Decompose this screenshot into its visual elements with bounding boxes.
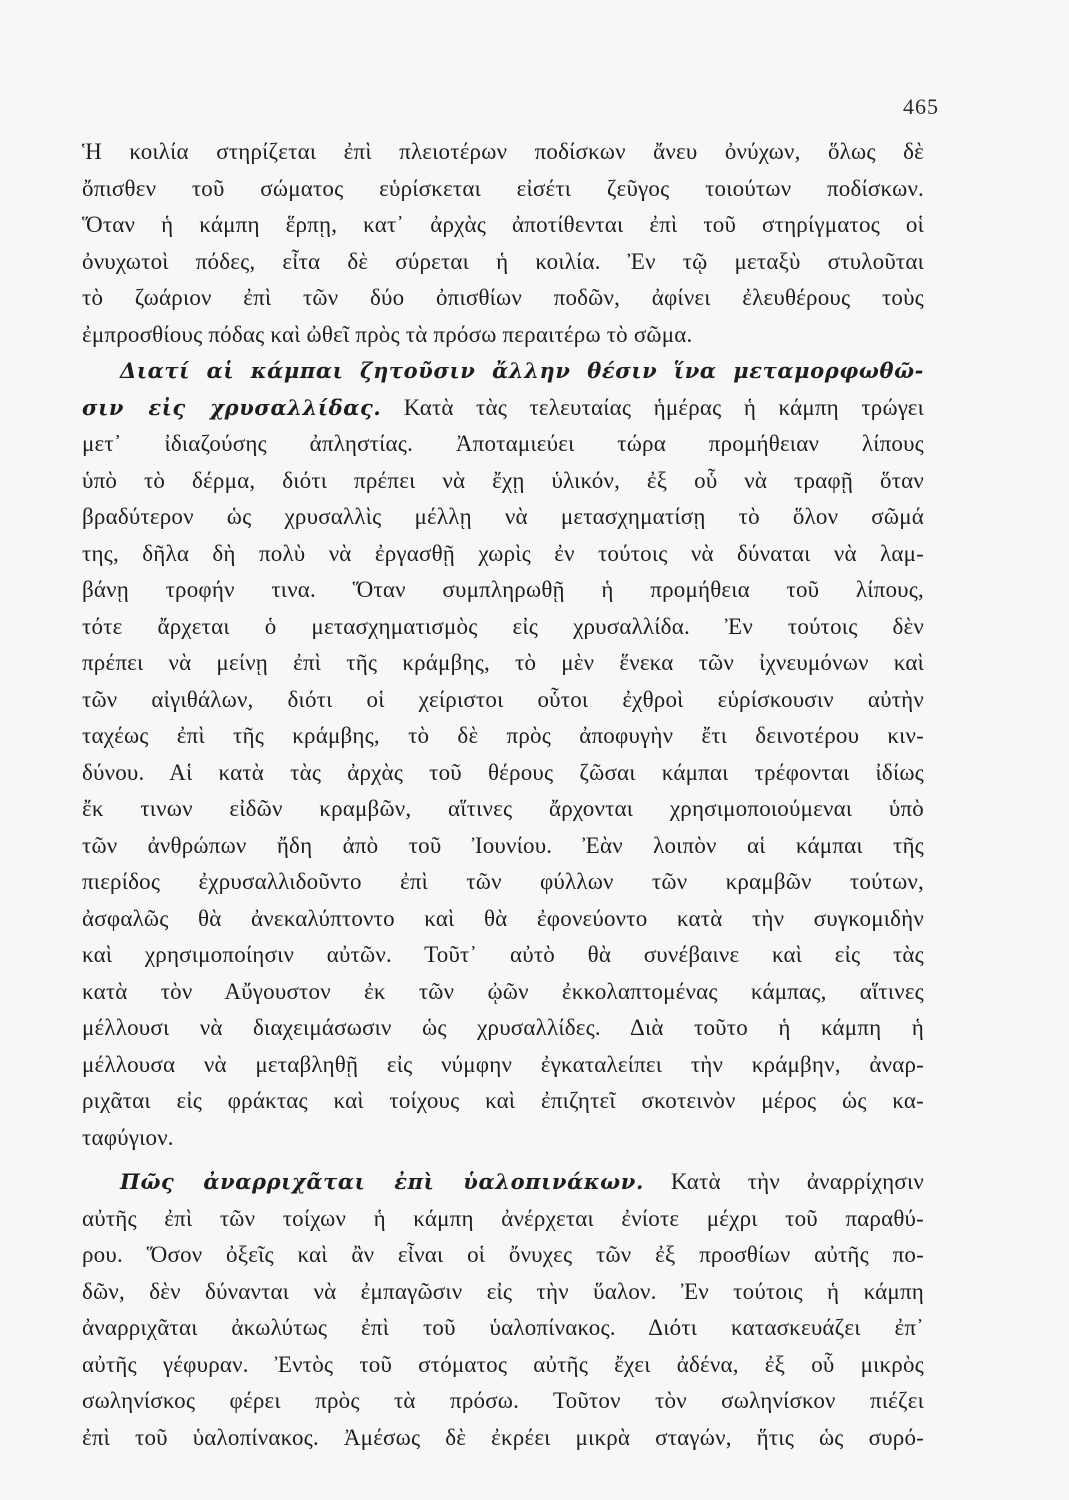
text-line: ὑπὸ τὸ δέρμα, διότι πρέπει νὰ ἔχῃ ὑλικόν, ἐξ οὗ νὰ τραφῇ ὅταν: [82, 467, 924, 493]
text-line: αὐτῆς ἐπὶ τῶν τοίχων ἡ κάμπη ἀνέρχεται ἐνίοτε μέχρι τοῦ παραθύ-: [82, 1205, 924, 1231]
text-line: τῶν ἀνθρώπων ἤδη ἀπὸ τοῦ Ἰουνίου. Ἐὰν λοιπὸν αἱ κάμπαι τῆς: [82, 832, 924, 858]
text-line: Ἡ κοιλία στηρίζεται ἐπὶ πλειοτέρων ποδίσκων ἄνευ ὀνύχων, ὅλως δὲ: [82, 139, 924, 164]
text-line: κατὰ τὸν Αὔγουστον ἐκ τῶν ᾠῶν ἐκκολαπτομένας κάμπας, αἵτινες: [82, 978, 924, 1004]
text-line: [82, 390, 924, 427]
text-line: ρου. Ὅσον ὀξεῖς καὶ ἂν εἶναι οἱ ὄνυχες τῶν ἐξ προσθίων αὐτῆς πο-: [82, 1242, 924, 1267]
text-line: δῶν, δὲν δύνανται νὰ ἐμπαγῶσιν εἰς τὴν ὕαλον. Ἐν τούτοις ἡ κάμπη: [82, 1278, 924, 1304]
text-line: σωληνίσκος φέρει πρὸς τὰ πρόσω. Τοῦτον τὸν σωληνίσκον πιέζει: [82, 1388, 924, 1413]
section-heading: Πῶς ἀναρριχᾶται ἐπὶ ὑαλοπινάκων.: [120, 1169, 644, 1194]
text-line: ταχέως ἐπὶ τῆς κράμβης, τὸ δὲ πρὸς ἀποφυγὴν ἔτι δεινοτέρου κιν-: [82, 723, 924, 748]
text-line: ὀνυχωτοὶ πόδες, εἶτα δὲ σύρεται ἡ κοιλία. Ἐν τῷ μεταξὺ στυλοῦται: [82, 248, 924, 274]
text-line-rest: Κατὰ τὰς τελευταίας ἡμέρας ἡ κάμπη τρώγει: [381, 394, 924, 420]
text-line: αὐτῆς γέφυραν. Ἐντὸς τοῦ στόματος αὐτῆς ἔχει ἀδένα, ἐξ οὗ μικρὸς: [82, 1351, 924, 1377]
page-number: 465: [903, 94, 939, 119]
text-line-rest: Κατὰ τὴν ἀναρρίχησιν: [643, 1169, 924, 1194]
text-line: ἔκ τινων εἰδῶν κραμβῶν, αἵτινες ἄρχονται χρησιμοποιούμεναι ὑπὸ: [82, 796, 924, 821]
section-heading-continued: σιν εἰς χρυσαλλίδας.: [82, 394, 382, 420]
text-line: τῶν αἰγιθάλων, διότι οἱ χείριστοι οὗτοι ἐχθροὶ εὑρίσκουσιν αὐτὴν: [82, 686, 924, 712]
text-line: ἀναρριχᾶται ἀκωλύτως ἐπὶ τοῦ ὑαλοπίνακος. Διότι κατασκευάζει ἐπ᾽: [82, 1315, 924, 1340]
text-line: βραδύτερον ὡς χρυσαλλὶς μέλλῃ νὰ μετασχηματίσῃ τὸ ὅλον σῶμά: [82, 504, 924, 529]
text-line: ἀσφαλῶς θὰ ἀνεκαλύπτοντο καὶ θὰ ἐφονεύοντο κατὰ τὴν συγκομιδὴν: [82, 905, 924, 931]
text-line: Ὅταν ἡ κάμπη ἕρπῃ, κατ᾽ ἀρχὰς ἀποτίθενται ἐπὶ τοῦ στηρίγματος οἱ: [82, 212, 924, 237]
text-line: ἐμπροσθίους πόδας καὶ ὠθεῖ πρὸς τὰ πρόσω περαιτέρω τὸ σῶμα.: [82, 321, 693, 347]
text-line: δύνου. Αἱ κατὰ τὰς ἀρχὰς τοῦ θέρους ζῶσαι κάμπαι τρέφονται ἰδίως: [82, 759, 924, 785]
text-line: ἐπὶ τοῦ ὑαλοπίνακος. Ἀμέσως δὲ ἐκρέει μικρὰ σταγών, ἥτις ὡς συρό-: [82, 1424, 924, 1450]
text-line: μέλλουσι νὰ διαχειμάσωσιν ὡς χρυσαλλίδες. Διὰ τοῦτο ἡ κάμπη ἡ: [82, 1015, 924, 1040]
section-heading: Διατί αἱ κάμπαι ζητοῦσιν ἄλλην θέσιν ἵνα μεταμορφωθῶ-: [120, 358, 924, 383]
paragraph-caterpillar-movement: [82, 134, 924, 353]
text-line: ὄπισθεν τοῦ σώματος εὑρίσκεται εἰσέτι ζεῦγος τοιούτων ποδίσκων.: [82, 175, 924, 201]
text-line: καὶ χρησιμοποίησιν αὐτῶν. Τοῦτ᾽ αὐτὸ θὰ συνέβαινε καὶ εἰς τὰς: [82, 942, 924, 967]
text-line: μέλλουσα νὰ μεταβληθῇ εἰς νύμφην ἐγκαταλείπει τὴν κράμβην, ἀναρ-: [82, 1051, 924, 1077]
text-line: πρέπει νὰ μείνῃ ἐπὶ τῆς κράμβης, τὸ μὲν ἕνεκα τῶν ἰχνευμόνων καὶ: [82, 650, 924, 675]
body-text: [82, 134, 924, 1456]
text-line: [82, 1164, 924, 1201]
paragraph-pupation-location: [82, 353, 924, 1156]
text-line: πιερίδος ἐχρυσαλλιδοῦντο ἐπὶ τῶν φύλλων τῶν κραμβῶν τούτων,: [82, 869, 924, 894]
text-line: τότε ἄρχεται ὁ μετασχηματισμὸς εἰς χρυσαλλίδα. Ἐν τούτοις δὲν: [82, 613, 924, 639]
text-line: ταφύγιον.: [82, 1124, 174, 1150]
text-line: τὸ ζωάριον ἐπὶ τῶν δύο ὀπισθίων ποδῶν, ἀφίνει ἐλευθέρους τοὺς: [82, 285, 924, 310]
paragraph-climbing-glass: [82, 1164, 924, 1456]
text-line: βάνῃ τροφήν τινα. Ὅταν συμπληρωθῇ ἡ προμήθεια τοῦ λίπους,: [82, 577, 924, 602]
text-line: της, δῆλα δὴ πολὺ νὰ ἐργασθῇ χωρὶς ἐν τούτοις νὰ δύναται νὰ λαμ-: [82, 540, 924, 566]
paragraph-gap: [82, 1156, 924, 1164]
text-line: μετ᾽ ἰδιαζούσης ἀπληστίας. Ἀποταμιεύει τώρα προμήθειαν λίπους: [82, 431, 924, 456]
text-line: ριχᾶται εἰς φράκτας καὶ τοίχους καὶ ἐπιζητεῖ σκοτεινὸν μέρος ὡς κα-: [82, 1088, 924, 1113]
